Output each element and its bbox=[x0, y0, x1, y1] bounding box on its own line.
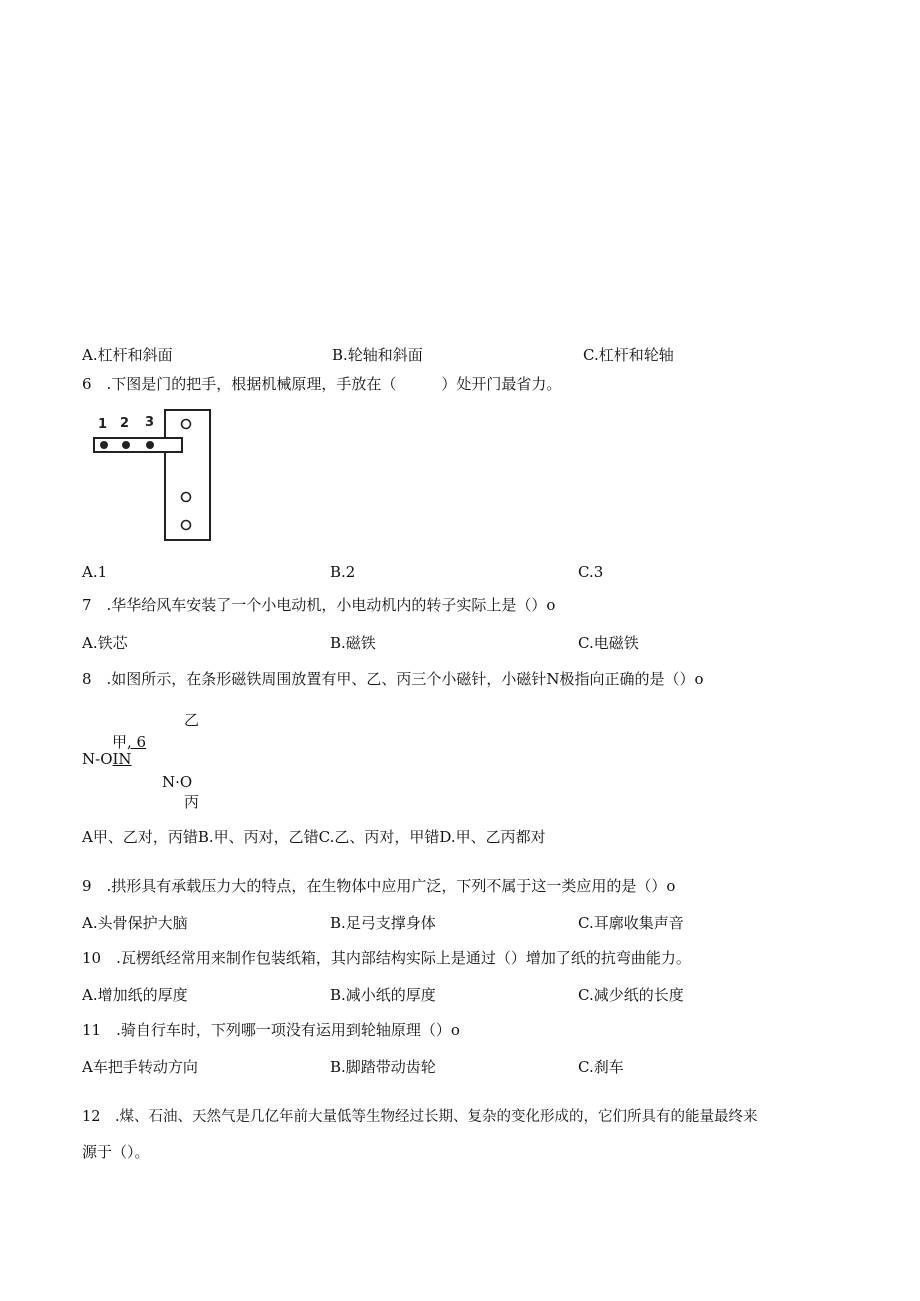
handle-label-3: 3 bbox=[145, 415, 155, 430]
needle-jia-char: 甲 bbox=[112, 733, 128, 751]
q10-option-b: B.减小纸的厚度 bbox=[330, 986, 436, 1004]
q9-text: 9 .拱形具有承载压力大的特点，在生物体中应用广泛，下列不属于这一类应用的是（）o bbox=[82, 877, 676, 895]
bar-magnet-left-label bbox=[82, 750, 132, 768]
q11-option-a: A车把手转动方向 bbox=[82, 1058, 198, 1076]
needle-jia-mark: , 6 bbox=[127, 733, 147, 751]
q10-text: 10 .瓦楞纸经常用来制作包装纸箱，其内部结构实际上是通过（）增加了纸的抗弯曲能力。 bbox=[82, 949, 691, 967]
q7-option-b: B.磁铁 bbox=[330, 634, 376, 652]
q6-option-b: B.2 bbox=[330, 563, 356, 581]
q9-option-a: A.头骨保护大脑 bbox=[82, 914, 188, 932]
q7-text: 7 .华华给风车安装了一个小电动机，小电动机内的转子实际上是（）o bbox=[82, 596, 556, 614]
q10-option-a: A.增加纸的厚度 bbox=[82, 986, 188, 1004]
q7-option-a: A.铁芯 bbox=[82, 634, 128, 652]
q11-option-b: B.脚踏带动齿轮 bbox=[330, 1058, 436, 1076]
q11-text: 11 .骑自行车时，下列哪一项没有运用到轮轴原理（）o bbox=[82, 1021, 460, 1039]
bar-magnet-in: IN bbox=[112, 750, 132, 768]
q6-option-c: C.3 bbox=[578, 563, 604, 581]
bar-magnet-n-o: N-O bbox=[82, 750, 113, 768]
needle-jia-label bbox=[112, 733, 146, 751]
q5-option-a: A.杠杆和斜面 bbox=[82, 346, 173, 364]
needle-bing-label: 丙 bbox=[184, 793, 200, 811]
q6-option-a: A.1 bbox=[82, 563, 108, 581]
q5-option-c: C.杠杆和轮轴 bbox=[583, 346, 674, 364]
needle-center-label: N·O bbox=[162, 773, 193, 791]
door-handle-diagram bbox=[90, 408, 220, 546]
door-handle-figure bbox=[90, 408, 220, 546]
q7-option-c: C.电磁铁 bbox=[578, 634, 639, 652]
q8-text: 8 .如图所示，在条形磁铁周围放置有甲、乙、丙三个小磁针，小磁针N极指向正确的是（）o bbox=[82, 670, 704, 688]
q10-option-c: C.减少纸的长度 bbox=[578, 986, 684, 1004]
q9-option-b: B.足弓支撑身体 bbox=[330, 914, 436, 932]
q8-answer-options: A甲、乙对，丙错B.甲、丙对，乙错C.乙、丙对，甲错D.甲、乙丙都对 bbox=[82, 828, 546, 846]
q11-option-c: C.刹车 bbox=[578, 1058, 624, 1076]
handle-label-2: 2 bbox=[120, 416, 130, 431]
q12-text-line2: 源于（）。 bbox=[82, 1143, 150, 1161]
q5-option-b: B.轮轴和斜面 bbox=[332, 346, 423, 364]
handle-label-1: 1 bbox=[98, 417, 108, 432]
q6-text: 6 .下图是门的把手，根据机械原理，手放在（ ）处开门最省力。 bbox=[82, 375, 562, 393]
needle-yi-label: 乙 bbox=[184, 711, 200, 729]
q9-option-c: C.耳廓收集声音 bbox=[578, 914, 684, 932]
q12-text-line1: 12 .煤、石油、天然气是几亿年前大量低等生物经过长期、复杂的变化形成的，它们所具有的能量最终来 bbox=[82, 1109, 758, 1125]
